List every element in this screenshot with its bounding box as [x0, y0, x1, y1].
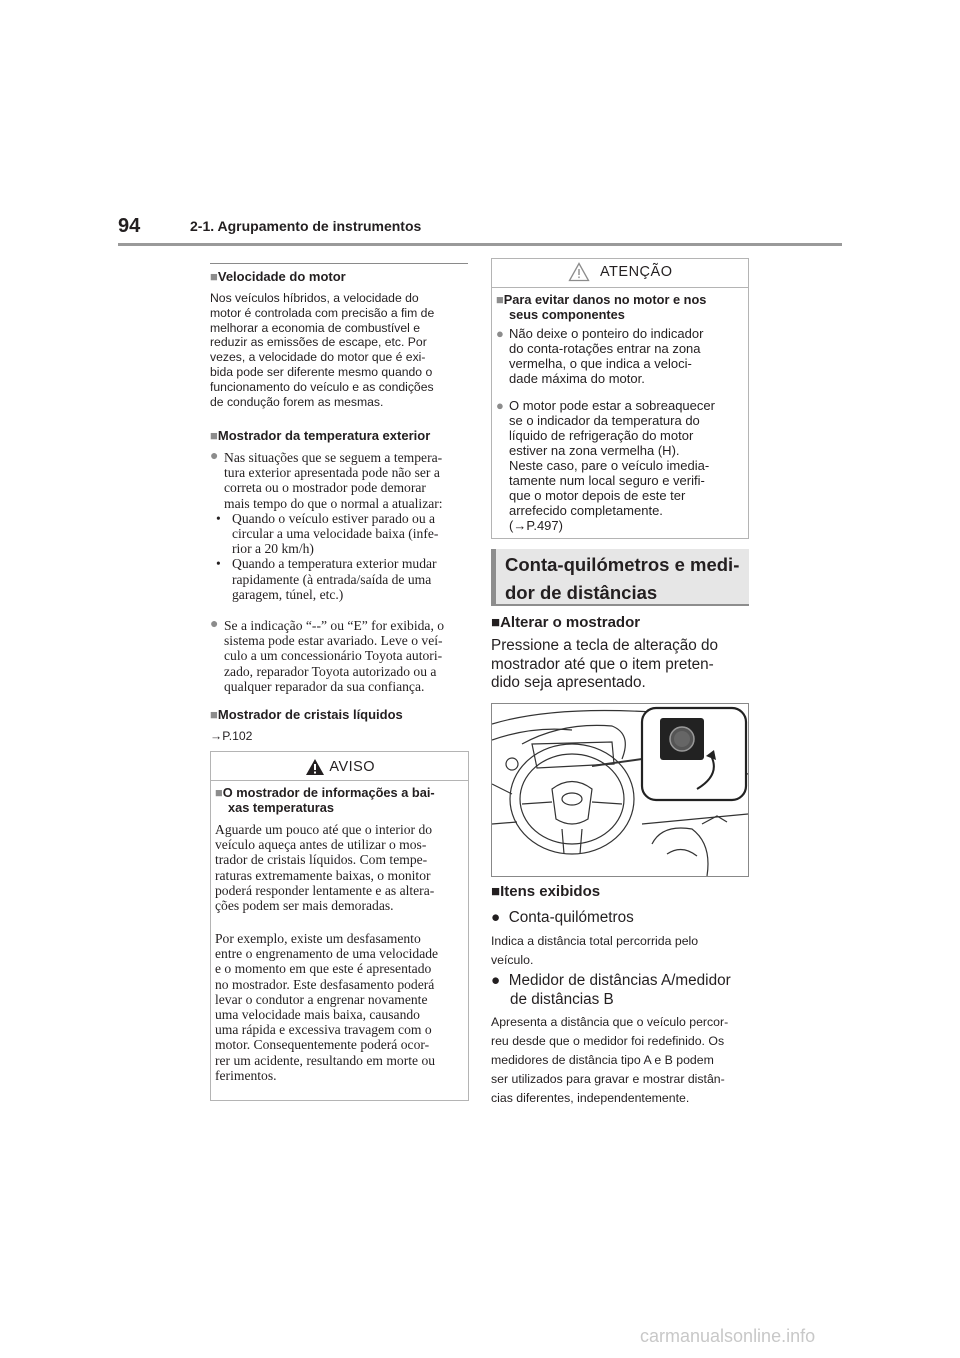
square-bullet-icon: ■ [215, 785, 223, 800]
chapter-title: 2-1. Agrupamento de instrumentos [190, 218, 422, 234]
dash-bullet-icon: • [216, 510, 221, 526]
warning-triangle-icon [305, 758, 325, 776]
caution-subheading: ■Para evitar danos no motor e nos seus componentes [496, 292, 707, 322]
outside-temp-bullet-2: ● Se a indicação “--” ou “E” for exibida, o sistema pode estar avariado. Leve o veí- culo a um concessionário Toyota autori- zado, reparador Toyota autorizado ou a qualquer reparador da sua confiança. [210, 617, 445, 694]
square-bullet-icon: ■ [210, 428, 218, 443]
change-display-body: Pressione a tecla de alteração do mostrador até que o item preten- dido seja apresentado. [491, 637, 719, 691]
watermark: carmanualsonline.info [640, 1326, 816, 1346]
section-divider [210, 263, 468, 264]
round-bullet-icon: ● [496, 398, 504, 413]
caution-bullet-1: ● Não deixe o ponteiro do indicador do conta-rotações entrar na zona vermelha, o que indica a veloci- dade máxima do motor. [496, 326, 704, 386]
items-heading: ■Itens exibidos [491, 883, 601, 900]
notice-subheading: ■O mostrador de informações a bai- xas temperaturas [215, 785, 435, 815]
notice-paragraph-1: Aguarde um pouco até que o interior do veículo aqueça antes de utilizar o mos- trador de cristais líquidos. Com tempe- raturas extremamente baixas, o monitor poderá responder lentamente e as altera- ções podem ser mais demoradas. [215, 822, 435, 914]
notice-divider [210, 780, 469, 781]
change-display-heading: ■Alterar o mostrador [491, 614, 641, 631]
odometer-description: Indica a distância total percorrida pelo veículo. [491, 934, 699, 967]
caution-bullet-2: ● O motor pode estar a sobreaquecer se o indicador da temperatura do líquido de refrigeração do motor estiver na zona vermelha (H). Neste caso, pare o veículo imedia- tamente num local seguro e verifi- que o motor depois de este ter arrefecido completamente. (→P.497) [496, 398, 746, 533]
trip-meter-description: Apresenta a distância que o veículo percor- reu desde que o medidor foi redefinido. Os medidores de distância tipo A e B podem ser utilizados para gravar e mostrar distân- cias diferentes, independentemente. [491, 1015, 729, 1105]
square-bullet-icon: ■ [210, 707, 218, 722]
square-bullet-icon: ■ [210, 269, 218, 284]
lcd-heading: ■Mostrador de cristais líquidos [210, 707, 403, 722]
round-bullet-icon: ● [491, 909, 501, 926]
odometer-item: ● Conta-quilómetros [491, 909, 634, 926]
notice-title: AVISO [230, 758, 450, 776]
arrow-right-icon: → [210, 729, 223, 743]
dash-bullet-icon: • [216, 556, 221, 572]
warning-triangle-outline-icon [568, 262, 590, 282]
steering-wheel-illustration [491, 703, 749, 877]
trip-meter-item: ● Medidor de distâncias A/medidor de distâncias B [491, 972, 731, 1008]
page-number: 94 [118, 215, 141, 237]
engine-speed-heading: ■Velocidade do motor [210, 269, 346, 284]
round-bullet-icon: ● [210, 617, 219, 632]
square-bullet-icon: ■ [491, 883, 501, 900]
round-bullet-icon: ● [496, 326, 504, 341]
round-bullet-icon: ● [491, 972, 501, 989]
notice-paragraph-2: Por exemplo, existe um desfasamento entre o engrenamento de uma velocidade e o momento em que este é apresentado no mostrador. Este desfasamento poderá levar o condutor a engrenar novamente uma velocidade mais baixa, causando uma rápida e excessiva travagem com o motor. Consequentemente poderá ocor- rer um acidente, resultando em morte ou ferimentos. [215, 931, 439, 1083]
caution-title: ATENÇÃO [500, 262, 740, 282]
header-divider [118, 243, 842, 246]
caution-reference-link[interactable]: (→P.497) [509, 518, 563, 533]
caution-divider [491, 287, 749, 288]
section-title-bar: Conta-quilómetros e medi- dor de distâncias [491, 549, 749, 606]
outside-temp-heading: ■Mostrador da temperatura exterior [210, 428, 431, 443]
square-bullet-icon: ■ [496, 292, 504, 307]
round-bullet-icon: ● [210, 449, 219, 464]
steering-wheel-drawing [492, 704, 748, 876]
arrow-right-icon: → [513, 518, 527, 533]
square-bullet-icon: ■ [491, 614, 501, 631]
section-underline [491, 604, 749, 606]
outside-temp-bullet-1: ● Nas situações que se seguem a tempera- tura exterior apresentada pode não ser a correta ou o mostrador pode demorar mais tempo do que o normal a atualizar: • Quando o veículo estiver parado ou a circular a uma velocidade baixa (infe- rior a 20 km/h) • Quando a temperatura exterior mudar rapidamente (à entrada/saída de uma garagem, túnel, etc.) [210, 449, 443, 602]
lcd-reference-link[interactable]: →P.102 [210, 729, 253, 743]
engine-speed-body: Nos veículos híbridos, a velocidade do motor é controlada com precisão a fim de melhorar a economia de combustível e reduzir as emissões de escape, etc. Por vezes, a velocidade do motor que é exi- bida pode ser diferente mesmo quando o funcionamento do veículo e as condições de condução forem as mesmas. [210, 291, 435, 409]
